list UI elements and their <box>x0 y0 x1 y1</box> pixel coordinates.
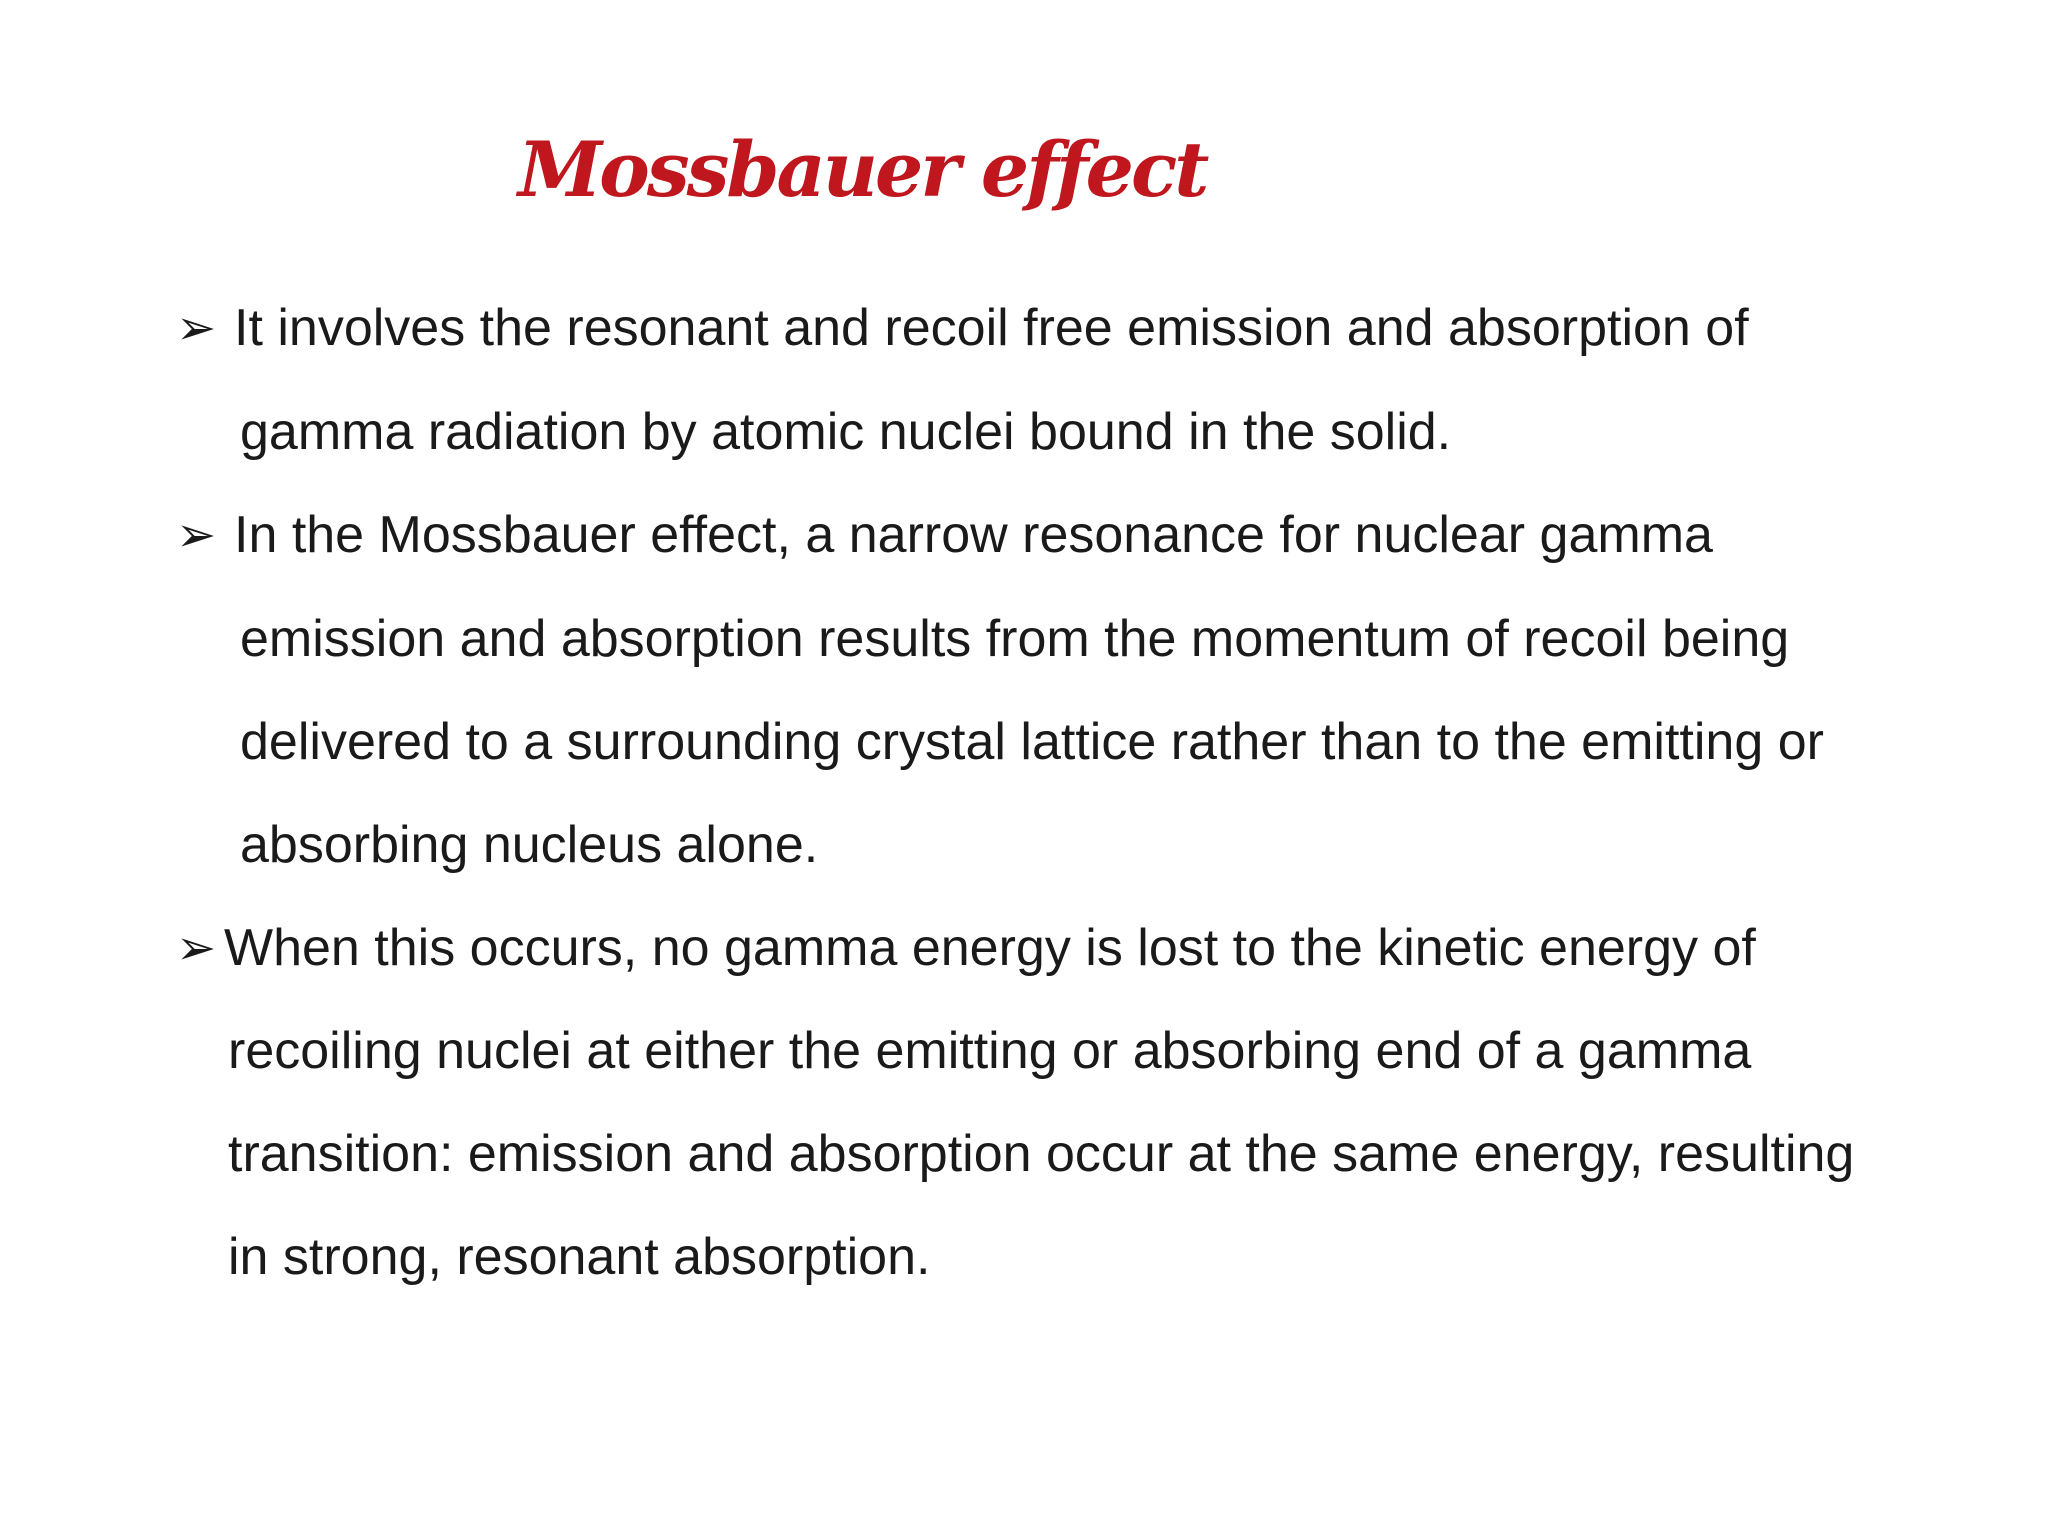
bullet-1-line-2: gamma radiation by atomic nuclei bound in the solid. <box>240 403 1452 461</box>
bullet-arrow-icon: ➢ <box>176 920 217 976</box>
bullet-2-line-4: absorbing nucleus alone. <box>240 816 819 874</box>
bullet-3-line-2: recoiling nuclei at either the emitting or absorbing end of a gamma <box>228 1022 1752 1080</box>
bullet-3-line-4: in strong, resonant absorption. <box>228 1228 931 1286</box>
bullet-2-line-3: delivered to a surrounding crystal lattice rather than to the emitting or <box>240 713 1824 771</box>
bullet-arrow-icon: ➢ <box>176 507 217 563</box>
bullet-3-line-1: When this occurs, no gamma energy is lost to the kinetic energy of <box>224 919 1756 977</box>
bullet-3-line-3: transition: emission and absorption occur at the same energy, resulting <box>228 1125 1855 1183</box>
slide-title: Mossbauer effect <box>518 125 1207 214</box>
bullet-2-line-1: In the Mossbauer effect, a narrow resonance for nuclear gamma <box>234 506 1713 564</box>
bullet-arrow-icon: ➢ <box>176 300 217 356</box>
bullet-2-line-2: emission and absorption results from the momentum of recoil being <box>240 610 1790 668</box>
bullet-1-line-1: It involves the resonant and recoil free emission and absorption of <box>234 299 1749 357</box>
